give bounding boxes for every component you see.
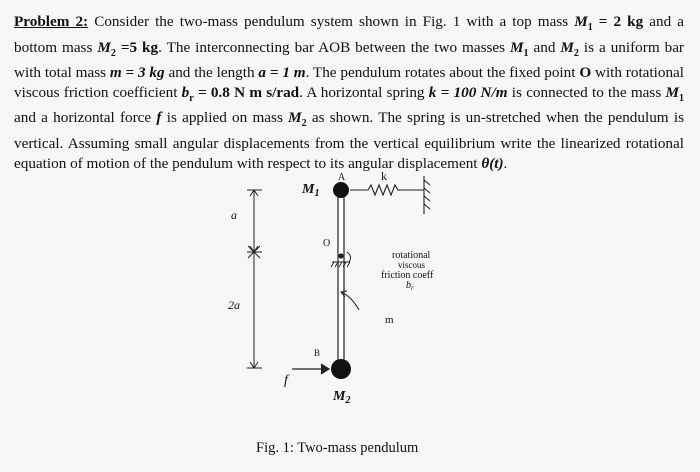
label-friction: friction coeff xyxy=(381,270,434,281)
br-value: = 0.8 N m s/rad xyxy=(193,83,300,101)
label-k: k xyxy=(381,169,387,183)
problem-text-4: is a uniform bar with total mass xyxy=(14,38,684,82)
dimension-lines xyxy=(247,190,262,368)
f-symbol: f xyxy=(156,109,162,127)
problem-text-10: and a horizontal force xyxy=(14,109,157,127)
problem-text-13: . xyxy=(503,154,508,172)
wall xyxy=(424,176,430,214)
problem-text-9: is connected to the mass xyxy=(507,83,666,101)
problem-text-5: and the length xyxy=(164,64,259,82)
point-o: O xyxy=(579,64,592,82)
m-value: m = 3 kg xyxy=(109,64,165,82)
label-m: m xyxy=(385,314,394,326)
problem-text-6: . The pendulum rotates about the fixed point xyxy=(305,64,580,82)
figure-caption: Fig. 1: Two-mass pendulum xyxy=(256,440,419,456)
label-f: f xyxy=(284,373,288,388)
a-value: a = 1 m xyxy=(258,64,306,82)
label-rotational: rotational xyxy=(392,250,431,261)
problem-text-1: Consider the two-mass pendulum system shown in Fig. 1 with a top mass xyxy=(88,13,575,30)
problem-text-11: is applied on mass xyxy=(161,109,289,127)
problem-statement: Problem 2: Consider the two-mass pendulum system shown in Fig. 1 with a top mass $M_1 = 2$ kg and a bottom mass $M_2 =5$ kg. The interconnecting bar AOB between the two masses $M_1$ and $M_2$ is a uniform bar with total mass m = 3 kg and the length a = 1 m. The pendulum rotates about the fixed point O with rotational viscous friction coefficient $b_r = 0.8$ N m s/rad. A horizontal spring k = 100 N/m is connected to the mass $M_1$ and a horizontal force f is applied on mass $M_2$ as shown. The spring is un-stretched when the pendulum is vertical. Assuming small angular displacements from the vertical equilibrium write the linearized rotational equation of motion of the pendulum with respect to its angular displacement θ(t). xyxy=(14,13,685,172)
m2-value: =5 kg xyxy=(115,38,159,56)
label-br: $b_r$ xyxy=(406,280,414,292)
problem-text-7: with rotational viscous friction coefficient xyxy=(14,64,685,101)
label-m1: $M_1$ xyxy=(302,182,320,199)
problem-title: Problem 2: xyxy=(14,13,89,30)
mass-m2 xyxy=(331,359,351,379)
label-o: O xyxy=(323,238,331,249)
spring-k xyxy=(350,185,424,195)
m1-value: = 2 kg xyxy=(592,13,644,30)
theta: θ(t) xyxy=(481,154,504,172)
label-a-point: A xyxy=(338,172,346,183)
problem-text-2: and a bottom mass xyxy=(14,13,684,56)
force-arrow xyxy=(292,364,329,374)
problem-text-8: . A horizontal spring xyxy=(299,83,429,101)
problem-text-12: as shown. The spring is un-stretched when the pendulum is vertical. Assuming small angular displacements from the vertical equilibrium write the linearized rotational equation of motion of the pendulum with respect to its angular displacement xyxy=(14,109,684,172)
mass-m1 xyxy=(333,182,349,198)
bar-aob xyxy=(338,192,344,368)
problem-text-3: . The interconnecting bar AOB between the two masses xyxy=(158,38,511,56)
problem-text-and: and xyxy=(528,38,561,56)
label-2a: 2a xyxy=(228,298,240,312)
label-m2: $M_2$ xyxy=(333,389,351,406)
label-b: B xyxy=(314,348,321,358)
label-a: a xyxy=(231,208,237,222)
k-value: k = 100 N/m xyxy=(428,83,508,101)
label-viscous: viscous xyxy=(398,260,425,270)
